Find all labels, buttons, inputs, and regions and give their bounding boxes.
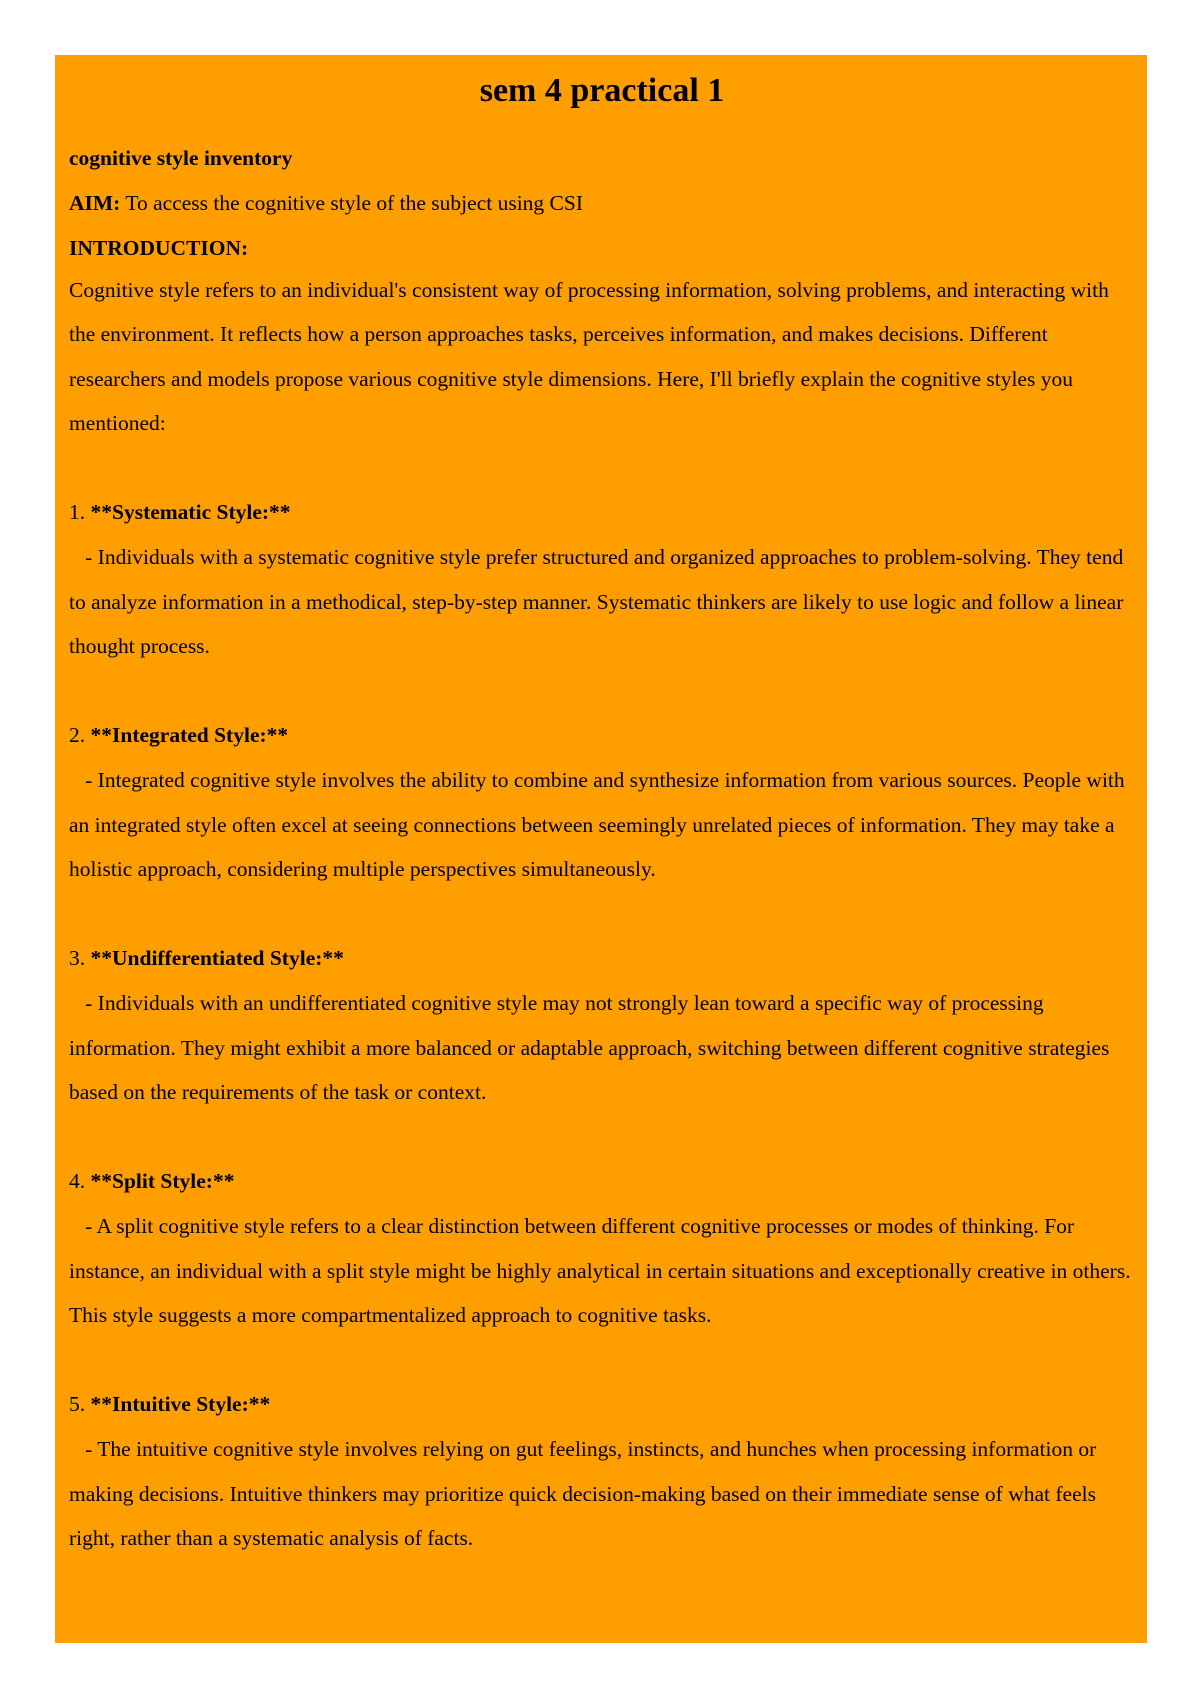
aim-text: To access the cognitive style of the subject using CSI xyxy=(120,190,584,215)
aim-label: AIM: xyxy=(69,190,121,215)
style-heading: **Intuitive Style:** xyxy=(90,1392,271,1417)
style-number: 3. xyxy=(69,946,91,971)
style-description: - Individuals with an undifferentiated cognitive style may not strongly lean toward a specific way of processing information. They might exhibit a more balanced or adaptable approach, switching between different cognitive strategies based on the requirements of the task or context. xyxy=(69,991,1115,1105)
document-page xyxy=(55,55,1147,1643)
style-heading-line xyxy=(69,1159,1135,1204)
style-heading: **Split Style:** xyxy=(90,1169,235,1194)
page-title: sem 4 practical 1 xyxy=(479,72,725,109)
style-number: 2. xyxy=(69,723,91,748)
document-subtitle: cognitive style inventory xyxy=(69,145,293,170)
intro-heading: INTRODUCTION: xyxy=(69,235,249,260)
intro-paragraph: Cognitive style refers to an individual's consistent way of processing information, solving problems, and interacting with the environment. It reflects how a person approaches tasks, perceives information, and makes decisions. Different researchers and models propose various cognitive style dimensions. Here, I'll briefly explain the cognitive styles you mentioned: xyxy=(69,277,1109,436)
style-heading: **Undifferentiated Style:** xyxy=(90,946,344,971)
style-heading: **Systematic Style:** xyxy=(90,500,291,525)
style-item-undifferentiated xyxy=(69,936,1135,1115)
style-item-intuitive xyxy=(69,1382,1135,1561)
style-heading-line xyxy=(69,936,1135,981)
style-description: - Integrated cognitive style involves the ability to combine and synthesize information from various sources. People with an integrated style often excel at seeing connections between seemingly unrelated pieces of information. They may take a holistic approach, considering multiple perspectives simultaneously. xyxy=(69,768,1131,882)
aim-line xyxy=(69,181,1135,226)
style-number: 5. xyxy=(69,1392,91,1417)
style-number: 1. xyxy=(69,500,91,525)
style-heading: **Integrated Style:** xyxy=(90,723,289,748)
style-item-integrated xyxy=(69,713,1135,892)
style-item-split xyxy=(69,1159,1135,1338)
style-description: - A split cognitive style refers to a clear distinction between different cognitive processes or modes of thinking. For instance, an individual with a split style might be highly analytical in certain situations and exceptionally creative in others. This style suggests a more compartmentalized approach to cognitive tasks. xyxy=(69,1214,1136,1328)
style-heading-line xyxy=(69,713,1135,758)
style-item-systematic xyxy=(69,490,1135,669)
style-number: 4. xyxy=(69,1169,91,1194)
style-heading-line xyxy=(69,490,1135,535)
style-heading-line xyxy=(69,1382,1135,1427)
style-description: - Individuals with a systematic cognitive style prefer structured and organized approaches to problem-solving. They tend to analyze information in a methodical, step-by-step manner. Systematic thinkers are likely to use logic and follow a linear thought process. xyxy=(69,545,1129,659)
style-description: - The intuitive cognitive style involves relying on gut feelings, instincts, and hunches when processing information or making decisions. Intuitive thinkers may prioritize quick decision-making based on their immediate sense of what feels right, rather than a systematic analysis of facts. xyxy=(69,1437,1102,1551)
